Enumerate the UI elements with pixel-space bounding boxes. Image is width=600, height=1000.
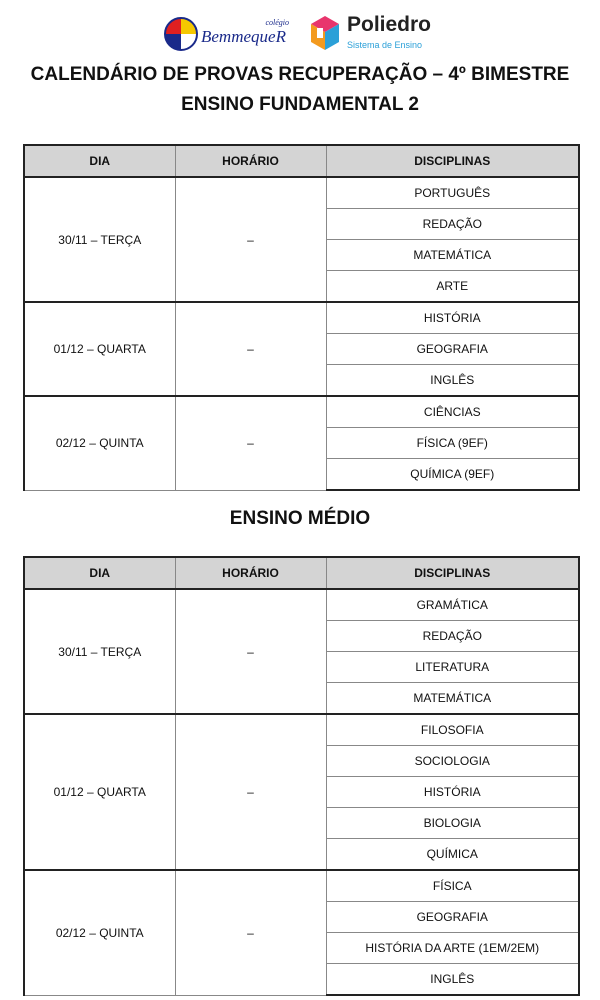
subject-cell: GEOGRAFIA [326,334,579,365]
time-cell: – [175,714,326,870]
subject-cell: FILOSOFIA [326,714,579,746]
table-header-row [24,557,579,589]
table-row [24,302,579,334]
subject-cell: GEOGRAFIA [326,902,579,933]
medio-schedule-table [23,556,580,996]
subject-cell: MATEMÁTICA [326,683,579,715]
column-header-day: DIA [24,145,175,177]
subject-cell: QUÍMICA [326,839,579,871]
subject-cell: HISTÓRIA [326,302,579,334]
subject-cell: FÍSICA [326,870,579,902]
subject-cell: QUÍMICA (9EF) [326,459,579,491]
day-cell: 02/12 – QUINTA [24,396,175,490]
time-cell: – [175,302,326,396]
time-cell: – [175,589,326,714]
school-logo-name: BemmequeR [201,27,286,46]
subject-cell: INGLÊS [326,964,579,996]
column-header-time: HORÁRIO [175,557,326,589]
page-title-line1: CALENDÁRIO DE PROVAS RECUPERAÇÃO – 4º BIMESTRE [30,64,570,85]
day-cell: 01/12 – QUARTA [24,302,175,396]
school-logo-mark-icon [163,14,199,54]
subject-cell: MATEMÁTICA [326,240,579,271]
subject-cell: BIOLOGIA [326,808,579,839]
day-cell: 30/11 – TERÇA [24,589,175,714]
school-logo-small-text: colégio [265,18,289,27]
subject-cell: CIÊNCIAS [326,396,579,428]
subject-cell: LITERATURA [326,652,579,683]
table-row [24,396,579,428]
school-logo [163,12,293,56]
poliedro-logo-tagline: Sistema de Ensino [347,40,423,50]
column-header-subjects: DISCIPLINAS [326,557,579,589]
day-cell: 02/12 – QUINTA [24,870,175,995]
subject-cell: INGLÊS [326,365,579,397]
subject-cell: ARTE [326,271,579,303]
table-row [24,714,579,746]
table-header-row [24,145,579,177]
fundamental-schedule-table [23,144,580,491]
subject-cell: HISTÓRIA DA ARTE (1EM/2EM) [326,933,579,964]
time-cell: – [175,177,326,302]
subject-cell: REDAÇÃO [326,621,579,652]
day-cell: 01/12 – QUARTA [24,714,175,870]
table-row [24,870,579,902]
column-header-time: HORÁRIO [175,145,326,177]
subject-cell: GRAMÁTICA [326,589,579,621]
column-header-subjects: DISCIPLINAS [326,145,579,177]
subject-cell: FÍSICA (9EF) [326,428,579,459]
day-cell: 30/11 – TERÇA [24,177,175,302]
subject-cell: SOCIOLOGIA [326,746,579,777]
page-title-line2: ENSINO FUNDAMENTAL 2 [181,94,419,115]
subject-cell: REDAÇÃO [326,209,579,240]
poliedro-cube-icon [309,14,341,54]
column-header-day: DIA [24,557,175,589]
subject-cell: HISTÓRIA [326,777,579,808]
table-row [24,589,579,621]
poliedro-logo-name: Poliedro [347,13,432,36]
time-cell: – [175,396,326,490]
table-row [24,177,579,209]
time-cell: – [175,870,326,995]
poliedro-logo [309,12,444,56]
section-title-medio: ENSINO MÉDIO [229,508,371,529]
subject-cell: PORTUGUÊS [326,177,579,209]
logo-bar [0,10,600,58]
